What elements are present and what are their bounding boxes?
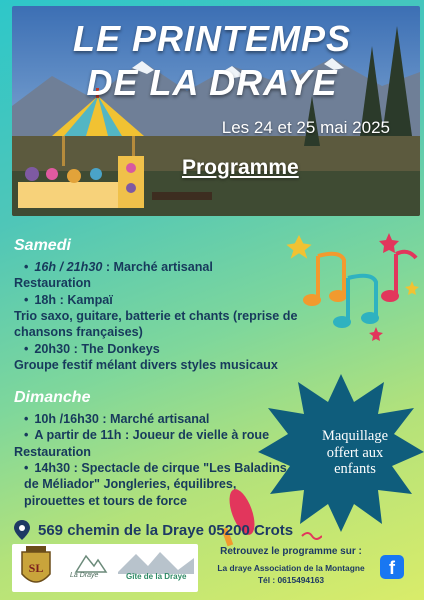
facebook-icon[interactable]: f [380,555,404,579]
title-line-1: LE PRINTEMPS [72,18,352,59]
maquillage-line-1: Maquillage [321,428,389,444]
samedi-item-1 [14,259,314,275]
la-draye-logo-text: La Draye [70,572,99,579]
samedi-item-1-time: 16h / 21h30 [34,259,103,274]
footer-phone: Tél : 0615494163 [257,575,325,585]
samedi-item-1-label: : Marché artisanal [102,259,213,274]
footer-info [206,546,376,585]
maquillage-line-2: offert aux [326,444,384,461]
title-line-2: DE LA DRAYE [86,62,338,103]
svg-text:SL: SL [28,561,44,575]
programme-heading: Programme [182,156,299,179]
samedi-item-3-time: 20h30 [34,341,71,356]
samedi-item-2 [14,292,314,308]
footer-line-2: La draye Association de la Montagne [217,563,365,573]
logos-strip [12,544,198,592]
address-line [14,520,293,540]
footer-line-1: Retrouvez le programme sur : [220,546,362,557]
la-draye-logo [68,548,112,588]
maquillage-line-3: enfants [334,461,376,478]
samedi-item-2-time: 18h [34,292,57,307]
samedi-heading: Samedi [14,237,71,254]
gite-label: Gîte de la Draye [126,572,187,581]
event-dates: Les 24 et 25 mai 2025 [221,118,390,137]
samedi-item-2-label: : Kampaï [56,292,113,307]
samedi-section [14,236,314,373]
dimanche-item-2-desc: Restauration [14,444,91,459]
crots-coat-of-arms-logo [20,546,52,590]
samedi-item-2-desc: Trio saxo, guitare, batterie et chants (reprise de chansons françaises) [14,308,298,340]
address-text: 569 chemin de la Draye 05200 Crots [38,521,294,539]
samedi-item-3-label: : The Donkeys [70,341,160,356]
dimanche-item-3: • 14h30 : Spectacle de cirque "Les Baladins de Méliador" Jongleries, équilibres, pirouettes et tours de force [14,460,294,509]
samedi-item-3 [14,341,314,357]
dimanche-heading: Dimanche [14,389,91,406]
map-pin-icon [14,520,30,540]
dimanche-item-1: • 10h /16h30 : Marché artisanal [14,411,294,427]
dimanche-item-2: • A partir de 11h : Joueur de vielle à roue [14,427,294,443]
samedi-item-1-desc: Restauration [14,276,91,291]
samedi-item-3-desc: Groupe festif mélant divers styles musicaux [14,357,278,372]
gite-logo [114,544,198,592]
